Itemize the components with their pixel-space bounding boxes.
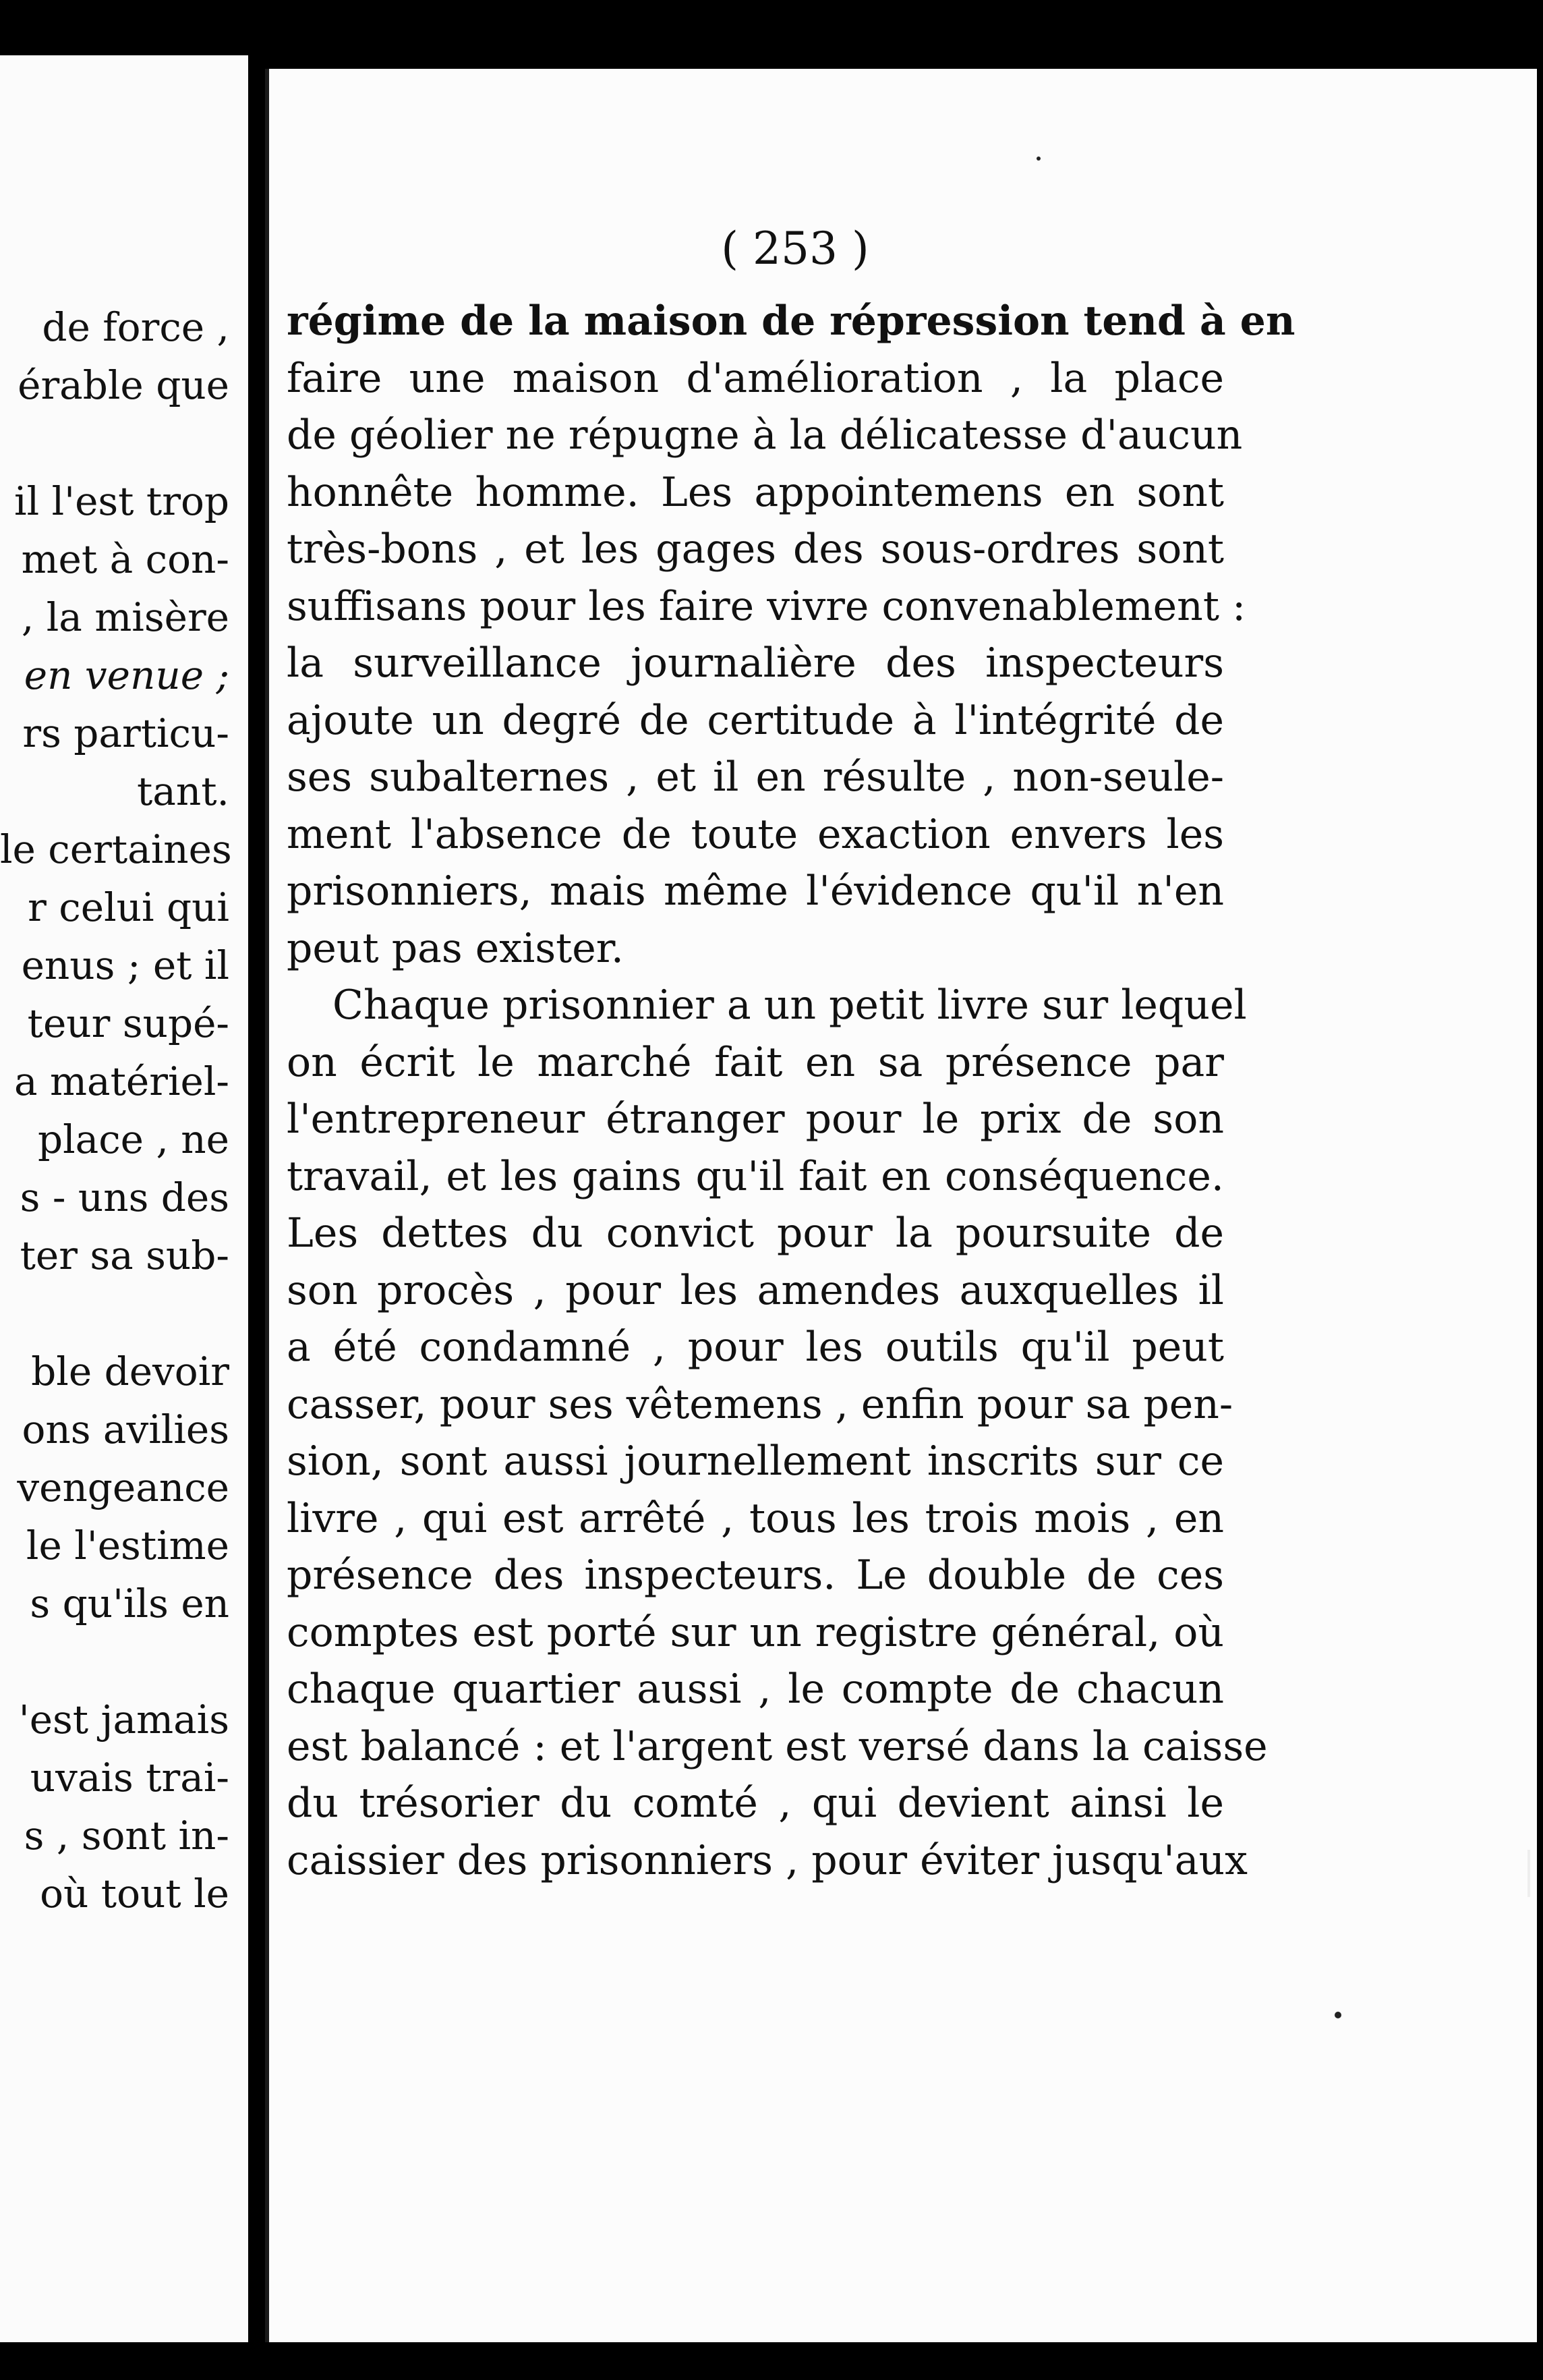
body-line: comptes est porté sur un registre général, où xyxy=(287,1608,1224,1656)
body-line: ment l'absence de toute exaction envers les xyxy=(287,810,1224,858)
left-line: ter sa sub- xyxy=(20,1232,229,1278)
body-line: caissier des prisonniers , pour éviter jusqu'aux xyxy=(287,1836,1248,1884)
left-page-text xyxy=(0,298,232,1923)
right-page-text xyxy=(287,293,1295,1889)
left-line: a matériel- xyxy=(14,1058,229,1104)
right-page xyxy=(265,69,1537,2342)
body-line: casser, pour ses vêtemens , enfin pour sa pen- xyxy=(287,1380,1233,1428)
left-line: vengeance xyxy=(17,1465,229,1510)
body-line: très-bons , et les gages des sous-ordres sont xyxy=(287,526,1224,573)
left-line: 'est jamais xyxy=(18,1697,229,1743)
left-line: uvais trai- xyxy=(30,1755,229,1801)
left-line: rs particu- xyxy=(22,710,229,756)
left-line: tant. xyxy=(137,768,229,814)
left-line xyxy=(0,1284,229,1342)
body-line: a été condamné , pour les outils qu'il peut xyxy=(287,1324,1224,1371)
body-line: peut pas exister. xyxy=(287,924,624,972)
body-line: Chaque prisonnier a un petit livre sur lequel xyxy=(332,982,1247,1029)
left-line xyxy=(0,414,229,472)
body-line: la surveillance journalière des inspecteurs xyxy=(287,640,1224,687)
body-line: chaque quartier aussi , le compte de chacun xyxy=(287,1666,1224,1713)
body-line: régime de la maison de répression tend à en xyxy=(287,298,1295,345)
left-line: s qu'ils en xyxy=(30,1581,229,1626)
left-line: teur supé- xyxy=(27,1000,229,1046)
left-line: érable que xyxy=(18,362,229,408)
left-line: le l'estime xyxy=(26,1523,229,1568)
body-line: on écrit le marché fait en sa présence par xyxy=(287,1038,1224,1086)
body-line: sion, sont aussi journellement inscrits sur ce xyxy=(287,1438,1224,1485)
body-line: prisonniers, mais même l'évidence qu'il n'en xyxy=(287,868,1224,915)
page-number: ( 253 ) xyxy=(721,223,869,275)
body-line: présence des inspecteurs. Le double de ces xyxy=(287,1552,1224,1599)
left-line: le certaines xyxy=(0,826,232,872)
left-line: où tout le xyxy=(40,1871,229,1917)
body-line: faire une maison d'amélioration , la place xyxy=(287,354,1224,402)
body-line: ajoute un degré de certitude à l'intégrité de xyxy=(287,696,1224,744)
left-line: enus ; et il xyxy=(21,942,229,988)
body-line: l'entrepreneur étranger pour le prix de son xyxy=(287,1096,1224,1143)
left-line xyxy=(0,1633,229,1691)
left-page xyxy=(0,55,248,2342)
left-line: ons avilies xyxy=(22,1407,229,1452)
left-line: il l'est trop xyxy=(14,478,229,524)
left-line: ble devoir xyxy=(31,1349,229,1394)
left-line: r celui qui xyxy=(28,884,229,930)
ink-speck xyxy=(1335,2012,1341,2018)
body-line: de géolier ne répugne à la délicatesse d'aucun xyxy=(287,412,1243,459)
left-line: , la misère xyxy=(21,594,229,640)
body-line: suffisans pour les faire vivre convenablement : xyxy=(287,582,1246,630)
body-line: son procès , pour les amendes auxquelles il xyxy=(287,1266,1224,1314)
left-line: s , sont in- xyxy=(24,1813,229,1859)
left-line: place , ne xyxy=(37,1116,229,1162)
left-line: de force , xyxy=(42,304,229,350)
body-line: ses subalternes , et il en résulte , non-seule- xyxy=(287,754,1224,801)
left-line: en venue ; xyxy=(24,652,229,698)
body-line: honnête homme. Les appointemens en sont xyxy=(287,468,1224,516)
left-line: s - uns des xyxy=(20,1174,229,1220)
page-edge-mark xyxy=(1527,1850,1530,1897)
body-line: du trésorier du comté , qui devient ainsi le xyxy=(287,1780,1224,1827)
left-line: met à con- xyxy=(21,536,229,582)
body-line: Les dettes du convict pour la poursuite de xyxy=(287,1210,1224,1257)
body-line: livre , qui est arrêté , tous les trois mois , en xyxy=(287,1494,1224,1542)
ink-speck xyxy=(1037,157,1041,161)
body-line: est balancé : et l'argent est versé dans la caisse xyxy=(287,1722,1268,1770)
body-line: travail, et les gains qu'il fait en conséquence. xyxy=(287,1152,1224,1200)
